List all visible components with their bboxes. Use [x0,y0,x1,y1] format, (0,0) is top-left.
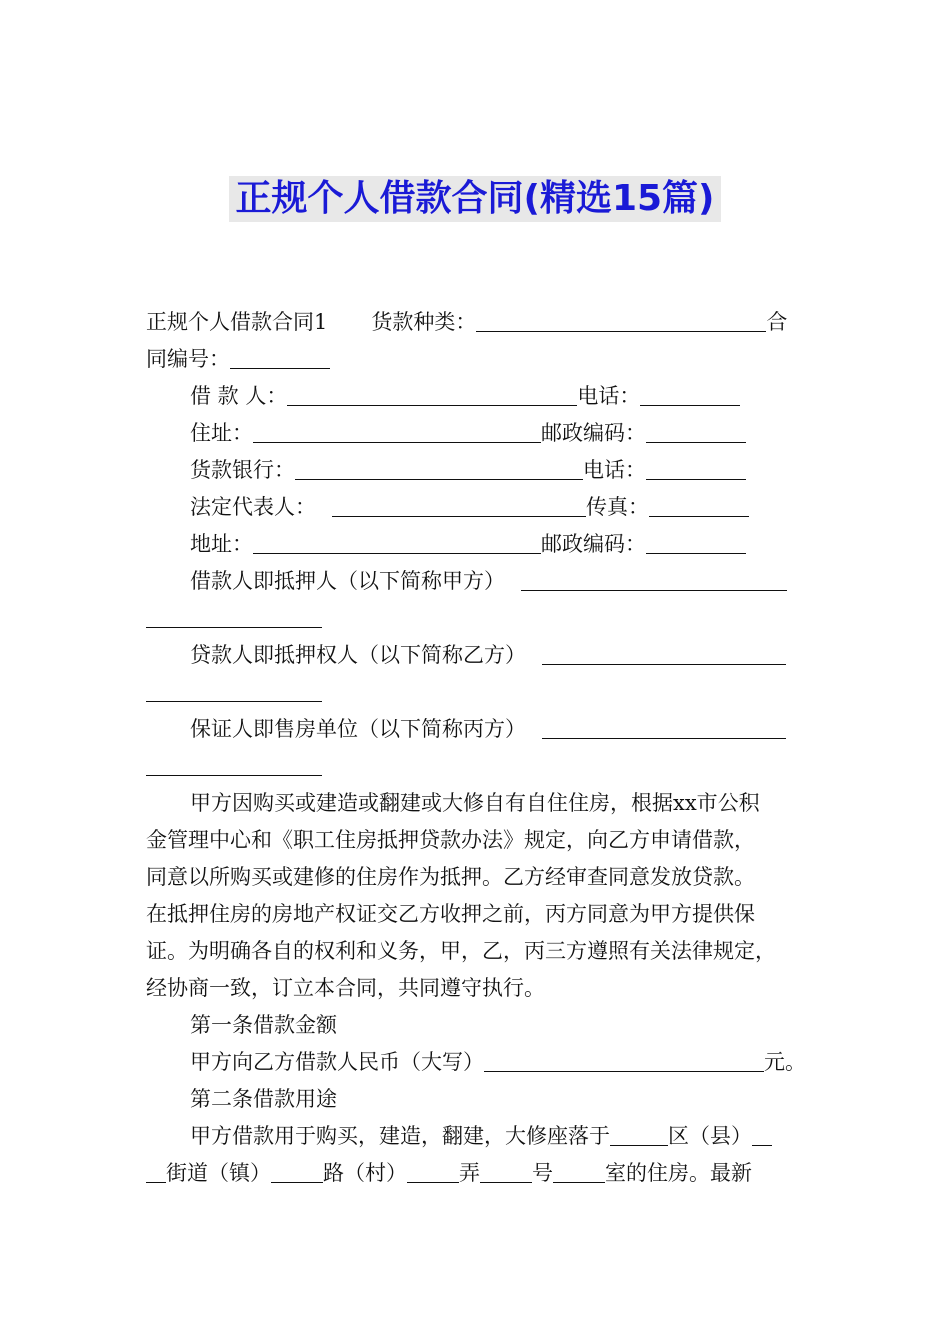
document-title: 正规个人借款合同(精选15篇) [229,176,720,222]
article-2-line-1 [146,1118,820,1155]
legal-rep-label: 法定代表人： [190,495,316,519]
preamble-line: 经协商一致，订立本合同，共同遵守执行。 [146,976,545,1000]
article-1-before: 甲方向乙方借款人民币（大写） [190,1050,484,1074]
party-row-continuation [146,674,820,711]
borrower-blank [287,383,577,406]
field-row [146,526,820,563]
loan-type-label: 货款种类： [371,310,477,334]
fax-blank [649,494,749,517]
party-c-label: 保证人即售房单位（以下简称丙方） [190,717,526,741]
party-row [146,563,820,600]
lender-bank-label: 货款银行： [190,458,295,482]
contract-number-label: 同编号： [146,347,230,371]
party-c-blank-cont [146,753,322,776]
location-postcode-label: 邮政编码： [541,532,646,556]
preamble-line: 甲方因购买或建造或翻建或大修自有自住住房，根据xx市公积 [190,791,760,815]
party-a-blank [521,568,787,591]
article-2-text-a: 甲方借款用于购买，建造，翻建，大修座落于 [190,1124,610,1148]
location-postcode-blank [646,531,746,554]
fax-label: 传真： [586,495,649,519]
preamble-line: 同意以所购买或建修的住房作为抵押。乙方经审查同意发放贷款。 [146,865,755,889]
party-b-label: 贷款人即抵押权人（以下简称乙方） [190,643,526,667]
postcode-blank [646,420,746,443]
article-2-text-e: 弄 [459,1161,480,1185]
article-2-heading: 第二条借款用途 [190,1087,337,1111]
party-row-continuation [146,600,820,637]
article-2-text-f: 号 [532,1161,553,1185]
party-c-blank [542,716,786,739]
contract-heading: 正规个人借款合同1 [146,310,328,334]
street-blank-start [752,1123,772,1146]
field-row [146,489,820,526]
field-row [146,452,820,489]
phone-label: 电话： [577,384,641,408]
article-2-text-d: 路（村） [323,1161,407,1185]
field-row [146,415,820,452]
article-2-text-g: 室的住房。最新 [605,1161,752,1185]
location-label: 地址： [190,532,253,556]
header-continuation: 合 [766,310,788,334]
party-a-label: 借款人即抵押人（以下简称甲方） [190,569,505,593]
article-1-after: 元。 [764,1050,806,1074]
lane-blank [407,1160,459,1183]
party-row [146,711,820,748]
preamble-line: 在抵押住房的房地产权证交乙方收押之前，丙方同意为甲方提供保 [146,902,755,926]
party-row [146,637,820,674]
header-line [146,304,820,341]
district-blank [610,1123,668,1146]
lender-bank-blank [295,457,583,480]
party-b-blank-cont [146,679,322,702]
article-1-heading: 第一条借款金额 [190,1013,337,1037]
article-2-text-c: 街道（镇） [166,1161,271,1185]
article-2-text-b: 区（县） [668,1124,752,1148]
document-body [146,304,820,1192]
address-label: 住址： [190,421,253,445]
party-b-blank [542,642,786,665]
legal-rep-blank [332,494,586,517]
road-blank [271,1160,323,1183]
amount-blank [484,1049,764,1072]
loan-type-blank [476,309,766,332]
party-a-blank-cont [146,605,322,628]
party-row-continuation [146,748,820,785]
article-1-text [146,1044,820,1081]
contract-number-blank [230,346,330,369]
article-2-line-2 [146,1155,820,1192]
title-container [0,176,950,222]
field-row [146,378,820,415]
contract-number-line [146,341,820,378]
bank-phone-label: 电话： [583,458,646,482]
room-blank [553,1160,605,1183]
borrower-label: 借 款 人： [190,384,288,408]
number-blank [480,1160,532,1183]
phone-blank [640,383,740,406]
location-blank [253,531,541,554]
postcode-label: 邮政编码： [541,421,646,445]
preamble-paragraph [146,785,820,1007]
preamble-line: 金管理中心和《职工住房抵押贷款办法》规定，向乙方申请借款， [146,828,755,852]
address-blank [253,420,541,443]
bank-phone-blank [646,457,746,480]
street-blank-end [146,1160,166,1183]
preamble-line: 证。为明确各自的权利和义务，甲，乙，丙三方遵照有关法律规定， [146,939,776,963]
